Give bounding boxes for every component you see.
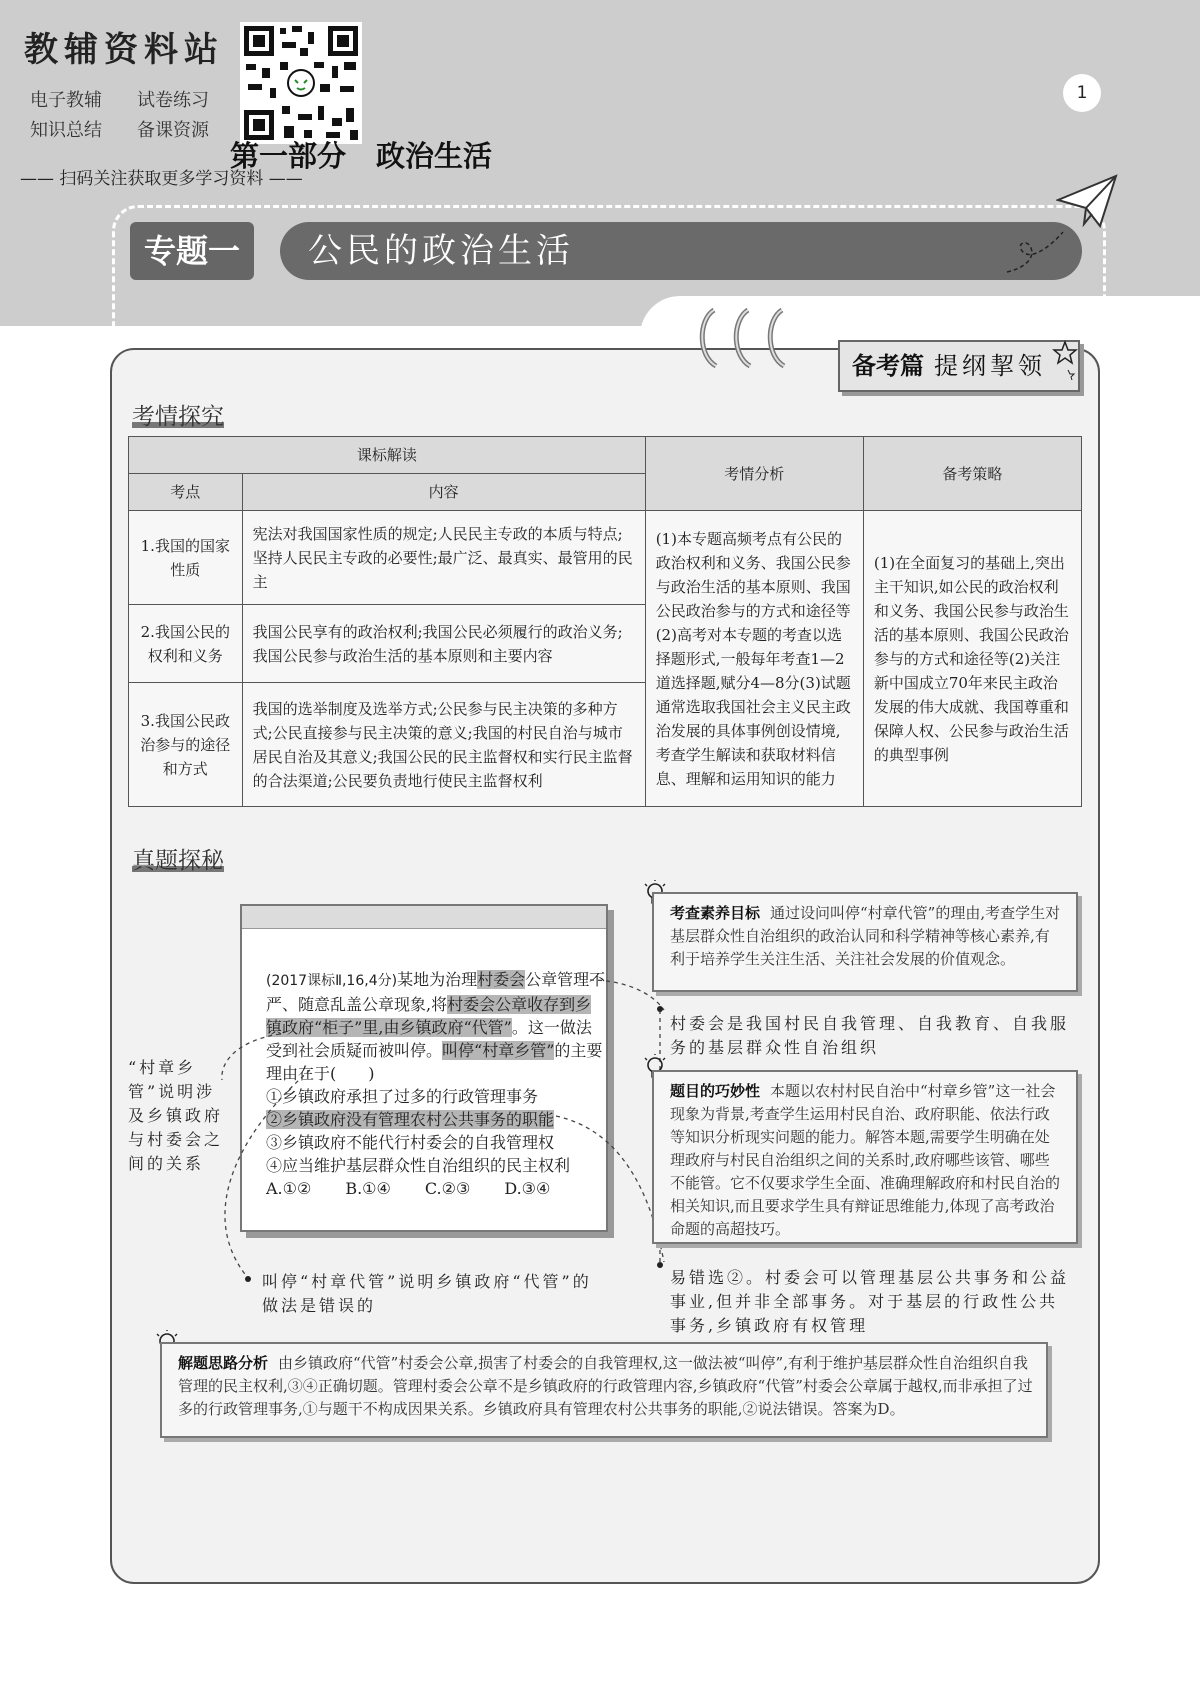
table-col-strategy: 备考策略 [863,437,1081,511]
answer-choice[interactable]: C.②③ [424,1179,471,1198]
scan-text: —— 扫码关注获取更多学习资料 —— [20,169,303,189]
question-stem: 某地为治理 [397,970,478,989]
question-option: ②乡镇政府没有管理农村公共事务的职能 [266,1110,555,1129]
link-exam[interactable]: 试卷练习 [137,90,209,111]
link-summary[interactable]: 知识总结 [30,120,102,141]
table-cell-content: 我国的选举制度及选举方式;公民参与民主决策的多种方式;公民直接参与民主决策的意义;我国的村民自治与城市居民自治及其意义;我国公民的民主监督权和实行民主监督的合法渠道;公民要负责地行使民主监督权利 [242,683,645,807]
note-goal-text: 通过设问叫停“村章代管”的理由,考查学生对基层群众性自治组织的政治认同和科学精神等核心素养,有利于培养学生关注生活、关注社会发展的价值观念。 [670,904,1061,968]
connector-dot [245,1276,251,1282]
question-stem: 。这一做法受到社会质疑而被叫停。 [266,1018,592,1060]
link-ebook[interactable]: 电子教辅 [30,90,102,111]
note-design-label: 题目的巧妙性 [670,1082,761,1100]
table-cell-point: 1.我国的国家性质 [129,511,243,605]
question-option: ④应当维护基层群众性自治组织的民主权利 [266,1156,571,1175]
note-left: “村章乡管”说明涉及乡镇政府与村委会之间的关系 [128,1058,224,1173]
question-option: ①乡镇政府承担了过多的行政管理事务 [266,1087,539,1106]
table-cell-content: 宪法对我国国家性质的规定;人民民主专政的本质与特点;坚持人民民主专政的必要性;最广泛、最真实、最管用的民主 [242,511,645,605]
note-goal-label: 考查素养目标 [670,904,761,922]
question-highlight: 村委会 [477,970,526,989]
question-highlight: 村委会公章收存到乡镇政府“柜子”里,由乡镇政府“代管” [266,995,592,1037]
page-number: 1 [1063,74,1101,112]
table-cell-analysis: (1)本专题高频考点有公民的政治权利和义务、我国公民参与政治生活的基本原则、我国公民政治参与的方式和途径等(2)高考对本专题的考查以选择题形式,一般每年考查1—2道选择题,赋分4—8分(3)试题通常选取我国社会主义民主政治发展的具体事例创设情境,考查学生解读和获取材料信息、理解和运用知识的能力 [645,511,863,807]
answer-choice[interactable]: A.①② [266,1179,312,1198]
table-cell-point: 3.我国公民政治参与的途径和方式 [129,683,243,807]
note-bottom: 叫停“村章代管”说明乡镇政府“代管”的做法是错误的 [262,1272,592,1315]
table-cell-strategy: (1)在全面复习的基础上,突出主干知识,如公民的政治权利和义务、我国公民参与政治生活的基本原则、我国公民政治参与的方式和途径等(2)关注新中国成立70年来民主政治发展的伟大成就、我国尊重和保障人权、公民参与政治生活的典型事例 [863,511,1081,807]
table-col-analysis: 考情分析 [645,437,863,511]
analysis-text: 由乡镇政府“代管”村委会公章,损害了村委会的自我管理权,这一做法被“叫停”,有利于维护基层群众性自治组织自我管理的民主权利,③④正确切题。管理村委会公章不是乡镇政府的行政管理内容,乡镇政府“代管”村委会公章属于越权,而非承担了过多的行政管理事务,①与题干不构成因果关系。乡镇政府具有管理农村公共事务的职能,②说法错误。答案为D。 [178,1354,1033,1418]
part-label: 第一部分 [230,139,347,173]
table-cell-content: 我国公民享有的政治权利;我国公民必须履行的政治义务;我国公民参与政治生活的基本原则和主要内容 [242,605,645,683]
question-option: ③乡镇政府不能代行村委会的自我管理权 [266,1133,555,1152]
link-lesson[interactable]: 备课资源 [137,120,209,141]
answer-choice[interactable]: D.③④ [504,1179,551,1198]
brand-logo: 教辅资料站 [24,30,224,70]
table-cell-point: 2.我国公民的权利和义务 [129,605,243,683]
section-badge-main: 备考篇 [852,352,924,380]
exam-section-title: 考情探究 [132,404,224,430]
note-village: 村委会是我国村民自我管理、自我教育、自我服务的基层群众性自治组织 [670,1014,1070,1057]
answer-choice[interactable]: B.①④ [345,1179,391,1198]
table-col-point: 考点 [129,474,243,511]
question-source: (2017课标Ⅱ,16,4分) [266,973,398,989]
topic-title: 公民的政治生活 [280,222,1082,280]
note-goal [652,892,1078,992]
note-design-text: 本题以农村村民自治中“村章乡管”这一社会现象为背景,考查学生运用村民自治、政府职能、依法行政等知识分析现实问题的能力。解答本题,需要学生明确在处理政府与村民自治组织之间的关系时,政府哪些该管、哪些不能管。它不仅要求学生全面、准确理解政府和村民自治的相关知识,而且要求学生具有辩证思维能力,体现了高考政治命题的高超技巧。 [670,1082,1061,1238]
section-badge-sub: 提纲挈领 [934,352,1046,380]
connector-dot [657,1006,663,1012]
question-stem: 的主要理由在于( ) [266,1041,603,1083]
analysis-label: 解题思路分析 [178,1354,269,1372]
note-design [652,1070,1078,1244]
analysis-box [160,1342,1048,1438]
topic-badge: 专题一 [130,222,254,280]
note-mistake: 易错选②。村委会可以管理基层公共事务和公益事业,但并非全部事务。对于基层的行政性公共事务,乡镇政府有权管理 [670,1268,1070,1335]
real-section-title: 真题探秘 [132,848,224,874]
part-name: 政治生活 [376,139,493,173]
table-group-header: 课标解读 [129,437,646,474]
table-col-content: 内容 [242,474,645,511]
question-highlight: 叫停“村章乡管” [442,1041,555,1060]
connector-dot [657,1262,663,1268]
question-stem: 公章管理不严、随意乱盖公章现象,将 [266,970,606,1014]
